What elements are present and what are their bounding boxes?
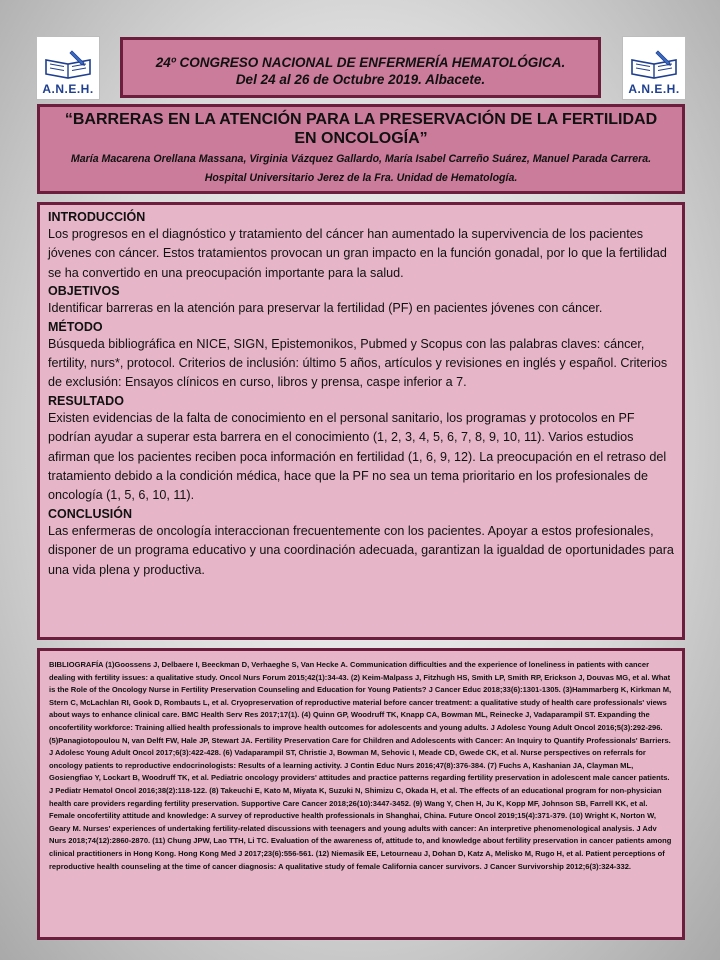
section-heading-objectives: OBJETIVOS bbox=[48, 284, 120, 299]
section-body-results: Existen evidencias de la falta de conocimiento en el personal sanitario, los programas y protocolos en PF podrían ayudar a superar esta barrera en el conocimiento (1, 2, 3, 4, 5, 6, 7, 8, 9, 10, 11). Varios estudios afirman que los pacientes reciben poca información en fertilidad (1, 6, 9, 12). La preocupación en el retraso del tratamiento debido a la condición médica, hace que la PF no sea un tema prioritario en los profesionales de oncología (1, 5, 6, 10, 11). bbox=[48, 410, 667, 503]
bibliography-box bbox=[37, 648, 685, 940]
section-body-conclusion: Las enfermeras de oncología interaccionan frecuentemente con los pacientes. Apoyar a estos profesionales, disponer de un programa educativo y una coordinación adecuada, garantizan la igualdad de oportunidades para una vida plena y productiva. bbox=[48, 523, 674, 577]
poster-title-box bbox=[37, 104, 685, 194]
book-pencil-icon bbox=[42, 48, 94, 82]
section-heading-method: MÉTODO bbox=[48, 319, 103, 334]
logo-right-text: A.N.E.H. bbox=[628, 82, 680, 96]
congress-banner bbox=[120, 37, 601, 98]
aneh-logo-left bbox=[36, 36, 100, 100]
section-heading-intro: INTRODUCCIÓN bbox=[48, 210, 146, 224]
section-body-intro: Los progresos en el diagnóstico y tratamiento del cáncer han aumentado la supervivencia de los pacientes jóvenes con cáncer. Estos tratamientos provocan un gran impacto en la función gonadal, por lo que la fertilidad se ha convertido en una preocupación importante para la salud. bbox=[48, 227, 667, 280]
section-heading-conclusion: CONCLUSIÓN bbox=[48, 506, 133, 521]
congress-title: 24º CONGRESO NACIONAL DE ENFERMERÍA HEMATOLÓGICA. bbox=[155, 55, 566, 70]
section-body-objectives: Identificar barreras en la atención para preservar la fertilidad (PF) en pacientes jóvenes con cáncer. bbox=[48, 301, 603, 316]
book-pencil-icon bbox=[628, 48, 680, 82]
poster-title: “BARRERAS EN LA ATENCIÓN PARA LA PRESERVACIÓN DE LA FERTILIDAD EN ONCOLOGÍA” bbox=[64, 111, 658, 147]
bibliography-text: BIBLIOGRAFÍA (1)Goossens J, Delbaere I, Beeckman D, Verhaeghe S, Van Hecke A. Communication difficulties and the experience of loneliness in patients with cancer dealing with fertility issues: a qualitative study. Oncol Nurs Forum 2015;42(1):34-43. (2) Keim-Malpass J, Fitzhugh HS, Smith LP, Smith RP, Erickson J, Douvas MG, et al. What is the Role of the Oncology Nurse in Fertility Preservation Counseling and Education for Young Patients? J Cancer Educ 2018;33(6):1301-1305. (3)Hammarberg K, Kirkman M, Stern C, McLachlan RI, Gook D, Rombauts L, et al. Cryopreservation of reproductive material before cancer treatment: a qualitative study of health care professionals' views about ways to enhance clinical care. BMC Health Serv Res 2017;17(1). (4) Quinn GP, Woodruff TK, Knapp CA, Bowman ML, Reinecke J, Vadaparampil ST. Expanding the oncofertility workforce: Training allied health professionals to improve health outcomes for adolescents and young adults. J Adolesc Young Adult Oncol 2016;5(3):292-296. (5)Panagiotopoulou N, van Delft FW, Hale JP, Stewart JA. Fertility Preservation Care for Children and Adolescents with Cancer: An Inquiry to Quantify Professionals' Barriers. J Adolesc Young Adult Oncol 2017;6(3):422-428. (6) Vadaparampil ST, Christie J, Bowman M, Sehovic I, Meade CD, Gwede CK, et al. Nurse perspectives on referrals for oncology patients to reproductive endocrinologists: Results of a learning activity. J Contin Educ Nurs 2016;47(8):376-384. (7) Fuchs A, Kashanian JA, Clayman ML, Gosiengfiao Y, Lockart B, Woodruff TK, et al. Pediatric oncology providers' attitudes and practice patterns regarding fertility preservation in adolescent male cancer patients. J Pediatr Hematol Oncol 2016;38(2):118-122. (8) Takeuchi E, Kato M, Miyata K, Suzuki N, Shimizu C, Okada H, et al. The effects of an educational program for non-physician health care providers regarding fertility preservation. Supportive Care Cancer 2018;26(10):3447-3452. (9) Wang Y, Chen H, Ju K, Kopp MF, Johnson SB, Farrell KK, et al. Female oncofertility attitude and knowledge: A survey of reproductive health professionals in Shanghai, China. Future Oncol 2019;15(4):371-379. (10) Wright K, Norton W, Geary M. Nurses' experiences of undertaking fertility-related discussions with teenagers and young adults with cancer: An interpretive phenomenological analysis. J Adv Nurs 2018;74(12):2860-2870. (11) Chung JPW, Lao TTH, Li TC. Evaluation of the awareness of, attitude to, and knowledge about fertility preservation in cancer patients among clinical practitioners in Hong Kong. Hong Kong Med J 2017;23(6):556-561. (12) Niemasik EE, Letourneau J, Dohan D, Katz A, Melisko M, Rugo H, et al. Patient perceptions of reproductive health counseling at the time of cancer diagnosis: A qualitative study of female California cancer survivors. J Cancer Survivorship 2012;6(3):324-332. bbox=[49, 660, 672, 871]
logo-left-text: A.N.E.H. bbox=[42, 82, 94, 96]
affiliation: Hospital Universitario Jerez de la Fra. Unidad de Hematología. bbox=[204, 172, 518, 184]
section-body-method: Búsqueda bibliográfica en NICE, SIGN, Epistemonikos, Pubmed y Scopus con las palabras claves: cáncer, fertility, nurs*, protocol. Criterios de inclusión: último 5 años, artículos y revisiones en inglés y español. Criterios de exclusión: Ensayos clínicos en curso, libros y prensa, caspe inferior a 7. bbox=[48, 336, 668, 390]
aneh-logo-right bbox=[622, 36, 686, 100]
congress-dates: Del 24 al 26 de Octubre 2019. Albacete. bbox=[235, 72, 486, 87]
main-content bbox=[37, 202, 685, 640]
authors: María Macarena Orellana Massana, Virginia Vázquez Gallardo, María Isabel Carreño Suárez, Manuel Parada Carrera. bbox=[70, 153, 652, 165]
section-heading-results: RESULTADO bbox=[48, 393, 124, 408]
